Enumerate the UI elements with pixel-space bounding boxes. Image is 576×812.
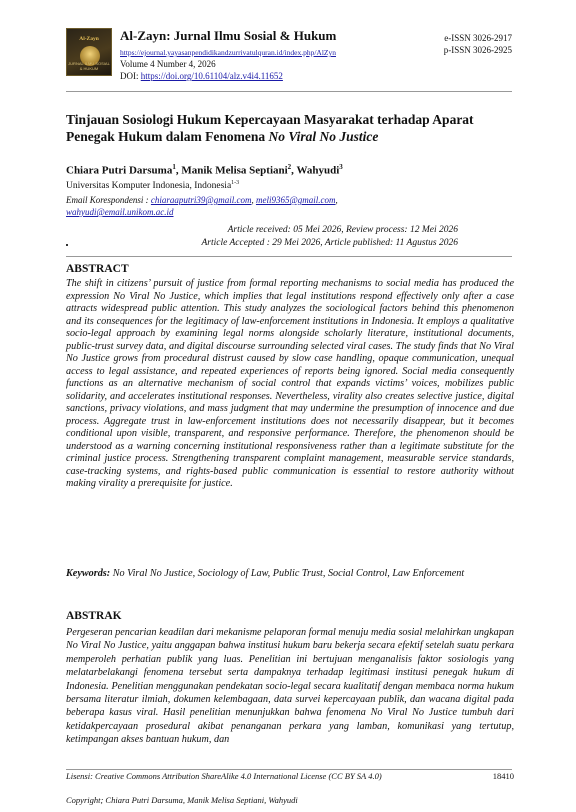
license-text: Lisensi: Creative Commons Attribution ShareAlike 4.0 International License (CC BY SA 4.0): [66, 771, 382, 781]
license-footer: [66, 771, 514, 781]
page-number: 18410: [492, 771, 514, 781]
email-link[interactable]: chiaraaputri39@gmail.com: [150, 195, 252, 205]
abstrak-body: Pergeseran pencarian keadilan dari mekanisme pelaporan formal menuju media sosial melahirkan ungkapan No Viral No Justice, yaitu anggapan bahwa institusi hukum baru bekerja secara efektif setelah suatu perkara memperoleh perhatian publik yang luas. Penelitian ini bertujuan menganalisis faktor sosiologis yang melatarbelakangi fenomena tersebut serta dampaknya terhadap legitimasi institusi penegak hukum di Indonesia. Penelitian menggunakan pendekatan socio-legal secara kualitatif dengan membaca norma hukum bersama literatur ilmiah, dokumen kelembagaan, data survei kepercayaan publik, dan wacana digital pada beberapa kasus viral. Hasil penelitian menunjukkan bahwa fenomena No Viral No Justice tumbuh dari ketidakpercayaan prosedural akibat penanganan perkara yang lamban, komunikasi yang tertutup, ketimpangan akses bantuan hukum, dan: [66, 627, 514, 746]
keywords-label: Keywords:: [66, 568, 111, 579]
eissn: e-ISSN 3026-2917: [444, 33, 512, 43]
journal-url-link[interactable]: https://ejournal.yayasanpendidikandzurrivatulquran.id/index.php/AlZyn: [120, 48, 336, 57]
abstrak-container: [66, 626, 514, 770]
keywords-text: No Viral No Justice, Sociology of Law, Public Trust, Social Control, Law Enforcement: [112, 568, 465, 579]
article-dates: [201, 224, 458, 250]
article-title-italic: No Viral No Justice: [268, 129, 379, 144]
author-sup: 1: [172, 163, 176, 171]
author-name: Wahyudi: [296, 164, 340, 177]
correspondence-email: Email Korespondensi : chiaraaputri39@gmail.com, meli9365@gmail.com, wahyudi@email.unikom.ac.id: [66, 195, 338, 217]
doi-label: DOI:: [120, 71, 141, 81]
logo-subtitle: JURNAL ILMU SOSIAL & HUKUM: [68, 61, 110, 71]
doi-link[interactable]: https://doi.org/10.61104/alz.v4i4.11652: [140, 71, 283, 81]
abstrak-heading: ABSTRAK: [66, 610, 122, 622]
author-sup: 3: [339, 163, 343, 171]
email-link[interactable]: meli9365@gmail.com: [255, 195, 336, 205]
keywords: [66, 568, 514, 581]
author-sup: 2: [287, 163, 292, 171]
dates-line-1: Article received: 05 Mei 2026, Review process: 12 Mei 2026: [227, 225, 458, 235]
journal-volume: Volume 4 Number 4, 2026: [120, 59, 216, 69]
author-name: Manik Melisa Septiani: [181, 164, 288, 177]
abstract-body: The shift in citizens’ pursuit of justice from formal reporting mechanisms to social media has produced the expression No Viral No Justice, which implies that legal institutions respond effectively only after a case attracts widespread public attention. This study analyzes the sociological factors behind this phenomenon and its consequences for the legitimacy of law-enforcement institutions in Indonesia. It employs a qualitative socio-legal approach by examining legal norms alongside scholarly literature, institutional documents, public-trust survey data, and digital discourse surrounding selected viral cases. The study finds that No Viral No Justice grows from procedural distrust caused by slow case handling, opaque communication, unequal access to legal assistance, and repeated experiences of reports being ignored. Social media consequently functions as an alternative mechanism of social control that expands victims’ voices, mobilizes public solidarity, and accelerates institutional responses. Nevertheless, virality also creates selective justice, digital sanctions, privacy violations, and mass judgment that may undermine the presumption of innocence and due process. Aggregate trust in law-enforcement institutions does not necessarily disappear, but it becomes conditional upon visible, transparent, and responsive performance. Therefore, the phenomenon should be understood as a warning concerning institutional responsiveness rather than a legitimate substitute for the criminal justice process. Strengthening transparent complaint management, measurable service standards, case-tracking systems, and rights-based public communication is essential to restore authority without making virality a prerequisite for justice.: [66, 278, 514, 489]
issn-block: [444, 33, 512, 56]
footer-divider: [66, 769, 512, 770]
article-title: [66, 111, 516, 145]
copyright-line: Copyright; Chiara Putri Darsuma, Manik Melisa Septiani, Wahyudi: [66, 795, 298, 805]
journal-doi: [120, 71, 283, 81]
affiliation-text: Universitas Komputer Indonesia, Indonesia: [66, 181, 232, 192]
email-link[interactable]: wahyudi@email.unikom.ac.id: [66, 207, 174, 217]
decorative-dot: [66, 244, 68, 246]
abstract-heading: ABSTRACT: [66, 263, 129, 275]
pissn: p-ISSN 3026-2925: [443, 44, 512, 55]
dates-line-2: Article Accepted : 29 Mei 2026, Article published: 11 Agustus 2026: [201, 238, 458, 248]
affiliation: [66, 180, 239, 191]
journal-title: Al-Zayn: Jurnal Ilmu Sosial & Hukum: [120, 28, 337, 43]
author-list: Chiara Putri Darsuma$^1$, Manik Melisa Septiani$^2$, Wahyudi$^3$: [66, 163, 343, 177]
header-divider: [66, 91, 512, 92]
logo-title: Al-Zayn: [79, 36, 99, 42]
abstract-divider: [66, 256, 512, 257]
author-name: Chiara Putri Darsuma: [66, 164, 173, 177]
email-label: Email Korespondensi :: [66, 195, 151, 205]
article-title-main: Tinjauan Sosiologi Hukum Kepercayaan Masyarakat terhadap Aparat Penegak Hukum dalam Fenomena: [66, 112, 474, 144]
journal-logo: [66, 28, 112, 76]
affiliation-sup: 1-3: [231, 180, 240, 186]
